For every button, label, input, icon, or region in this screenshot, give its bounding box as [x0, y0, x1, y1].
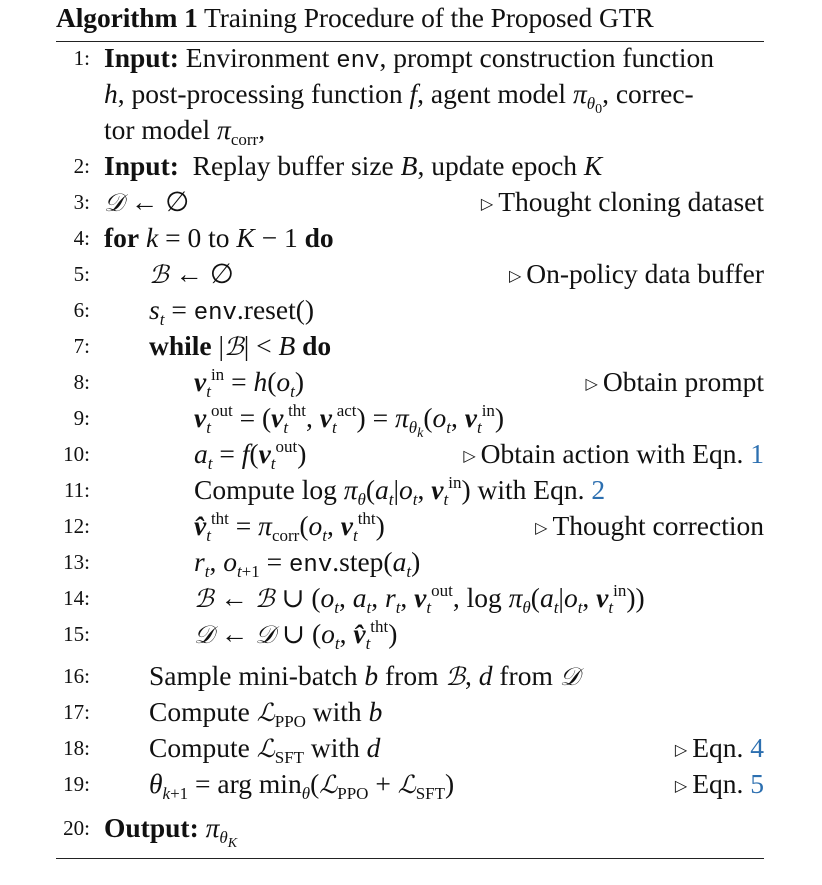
line-number: 13: — [63, 550, 90, 574]
line-content: ℬ ← ℬ ∪ ($o_t$, $a_t$, $r_t$, $v_t^{out}$, $\log \pi_\theta(a_t|o_t$, $v_t^{in}$)) — [194, 581, 645, 617]
line-number: 11: — [63, 478, 90, 502]
line-number: 17: — [63, 700, 90, 724]
line-number: 19: — [63, 772, 90, 796]
line-content: Output: $\pi_{\theta_K}$ — [104, 812, 238, 851]
line-content: Input: Replay buffer size B, update epoch K — [104, 150, 603, 181]
algorithm-line-5 — [56, 256, 766, 292]
algorithm-line-3 — [56, 184, 766, 220]
line-number: 9: — [73, 406, 90, 430]
line-content: $s_t$ = env.reset() — [149, 294, 315, 329]
line-number: 2: — [73, 154, 90, 178]
line-number: 20: — [63, 816, 90, 840]
algorithm-line-19 — [56, 766, 766, 802]
algorithm-line-16 — [56, 658, 766, 694]
line-content: Compute $\log \pi_\theta(a_t|o_t$, $v_t^{in}$) with Eqn. 2 — [194, 473, 606, 509]
line-content: tor model $\pi_{corr}$, — [104, 114, 266, 149]
algorithm-line-8 — [56, 364, 766, 400]
comment: ▷ Obtain prompt — [585, 366, 764, 397]
line-number: 7: — [73, 334, 90, 358]
line-content: $r_t$, $o_{t+1}$ = $env.step(a_t)$ — [194, 546, 421, 581]
algorithm-line-4 — [56, 220, 766, 256]
line-number: 6: — [73, 298, 90, 322]
equation-link[interactable]: 2 — [591, 474, 606, 505]
line-content: h, post-processing function f, agent model $\pi_{\theta_0}$, correc- — [104, 78, 694, 117]
line-content: Compute ℒ$_{SFT}$ with d — [149, 732, 381, 767]
comment: ▷ Obtain action with Eqn. 1 — [463, 438, 764, 469]
line-content: $a_t = f(v_t^{out})$ — [194, 437, 307, 473]
algorithm-line-9 — [56, 400, 766, 441]
line-content: $v_t^{in} = h(o_t)$ — [194, 365, 305, 401]
comment: ▷ Thought correction — [535, 510, 764, 541]
equation-link[interactable]: 4 — [750, 732, 764, 763]
algorithm-title-text: Training Procedure of the Proposed GTR — [204, 2, 654, 33]
equation-link[interactable]: 1 — [750, 438, 764, 469]
line-content: $v_t^{out} = (v_t^{tht}$, $v_t^{act}) = \pi_{\theta_k}(o_t$, $v_t^{in}$) — [194, 401, 505, 441]
algorithm-line-14 — [56, 580, 766, 616]
comment: ▷ Eqn. 4 — [674, 732, 764, 763]
algorithm-title — [56, 2, 654, 34]
line-number: 14: — [63, 586, 90, 610]
algorithm-line-13 — [56, 544, 766, 580]
line-content: 𝒟 ← 𝒟 ∪ ($o_t$, $v̂_t^{tht}$) — [194, 617, 398, 653]
algorithm-line-10 — [56, 436, 766, 472]
line-number: 10: — [63, 442, 90, 466]
bottom-rule — [56, 858, 764, 859]
line-number: 4: — [73, 226, 90, 250]
algorithm-line-20 — [56, 810, 766, 851]
algorithm-line-1 — [56, 40, 766, 76]
line-number: 18: — [63, 736, 90, 760]
line-number: 8: — [73, 370, 90, 394]
line-content: ℬ ← ∅ — [149, 258, 234, 289]
line-content: 𝒟 ← ∅ — [104, 186, 190, 217]
line-number: 16: — [63, 664, 90, 688]
line-number: 12: — [63, 514, 90, 538]
line-content: Compute ℒ$_{PPO}$ with b — [149, 696, 383, 731]
comment: ▷ Eqn. 5 — [674, 768, 764, 799]
algorithm-line-2 — [56, 148, 766, 184]
line-content: Input: Environment env, prompt construction function — [104, 42, 714, 75]
line-content: for k = 0 to K − 1 do — [104, 222, 334, 253]
line-content: while |ℬ| < B do — [149, 330, 332, 361]
algorithm-line-1-cont — [56, 76, 766, 117]
algorithm-line-17 — [56, 694, 766, 730]
algorithm-line-1-cont2 — [56, 112, 766, 148]
algorithm-label: Algorithm 1 — [56, 2, 198, 33]
line-content: Sample mini-batch b from ℬ, d from 𝒟 — [149, 660, 580, 691]
equation-link[interactable]: 5 — [750, 768, 764, 799]
comment: ▷ On-policy data buffer — [508, 258, 764, 289]
line-number: 5: — [73, 262, 90, 286]
line-number: 15: — [63, 622, 90, 646]
algorithm-line-12 — [56, 508, 766, 544]
algorithm-line-7 — [56, 328, 766, 364]
line-number: 3: — [73, 190, 90, 214]
comment: ▷ Thought cloning dataset — [480, 186, 764, 217]
algorithm-line-18 — [56, 730, 766, 766]
algorithm-line-6 — [56, 292, 766, 328]
line-number: 1: — [73, 46, 90, 70]
algorithm-line-11 — [56, 472, 766, 508]
line-content: $\theta_{k+1}$ = arg $\min_\theta(ℒ_{PPO}$ + ℒ$_{SFT}$) — [149, 768, 455, 803]
line-content: $v̂_t^{tht} = \pi_{corr}(o_t$, $v_t^{tht}$) — [194, 509, 385, 545]
algorithm-line-15 — [56, 616, 766, 652]
